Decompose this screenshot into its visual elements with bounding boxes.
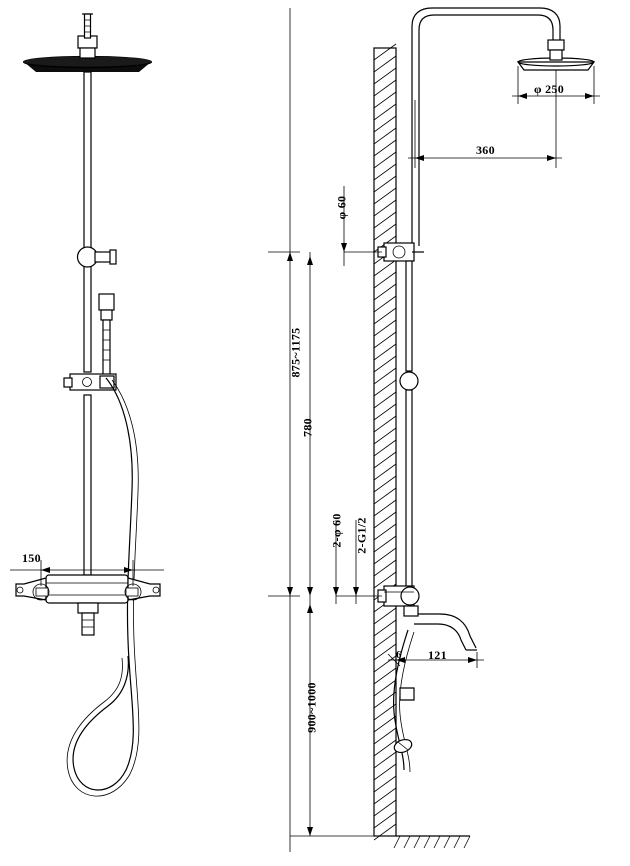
floor-hatching (394, 836, 470, 848)
dim-875-1175-label: 875~1175 (288, 327, 303, 378)
dim-6-label: 6 (396, 649, 402, 661)
rain-shower-head-side (518, 40, 594, 70)
front-view (10, 14, 164, 796)
riser-gooseneck (412, 8, 560, 246)
dim-dia-250-label: φ 250 (534, 82, 564, 96)
rain-shower-head-front (24, 14, 152, 72)
riser-pipe-front (84, 72, 91, 575)
dim-875-1175-geometry (268, 8, 384, 852)
dim-dia-60-upper-label: φ 60 (334, 195, 349, 220)
wall-hatching (374, 44, 396, 840)
upper-wall-outlet (378, 243, 424, 261)
slide-bar-side (400, 261, 418, 590)
dim-900-1000-label: 900~1000 (304, 682, 319, 733)
dim-780-label: 780 (300, 418, 315, 437)
slide-bar-bracket-front (64, 374, 116, 390)
thermostatic-mixer-front (16, 575, 160, 635)
dim-2-g1-2-label: 2-G1/2 (354, 517, 369, 554)
diverter-collar-front (78, 247, 117, 267)
dim-360-label: 360 (476, 143, 495, 157)
hand-shower-front (99, 294, 114, 378)
dim-150-label: 150 (22, 551, 41, 565)
dim-121-label: 121 (428, 648, 447, 662)
dim-2-dia-60-label: 2-φ 60 (329, 513, 344, 548)
